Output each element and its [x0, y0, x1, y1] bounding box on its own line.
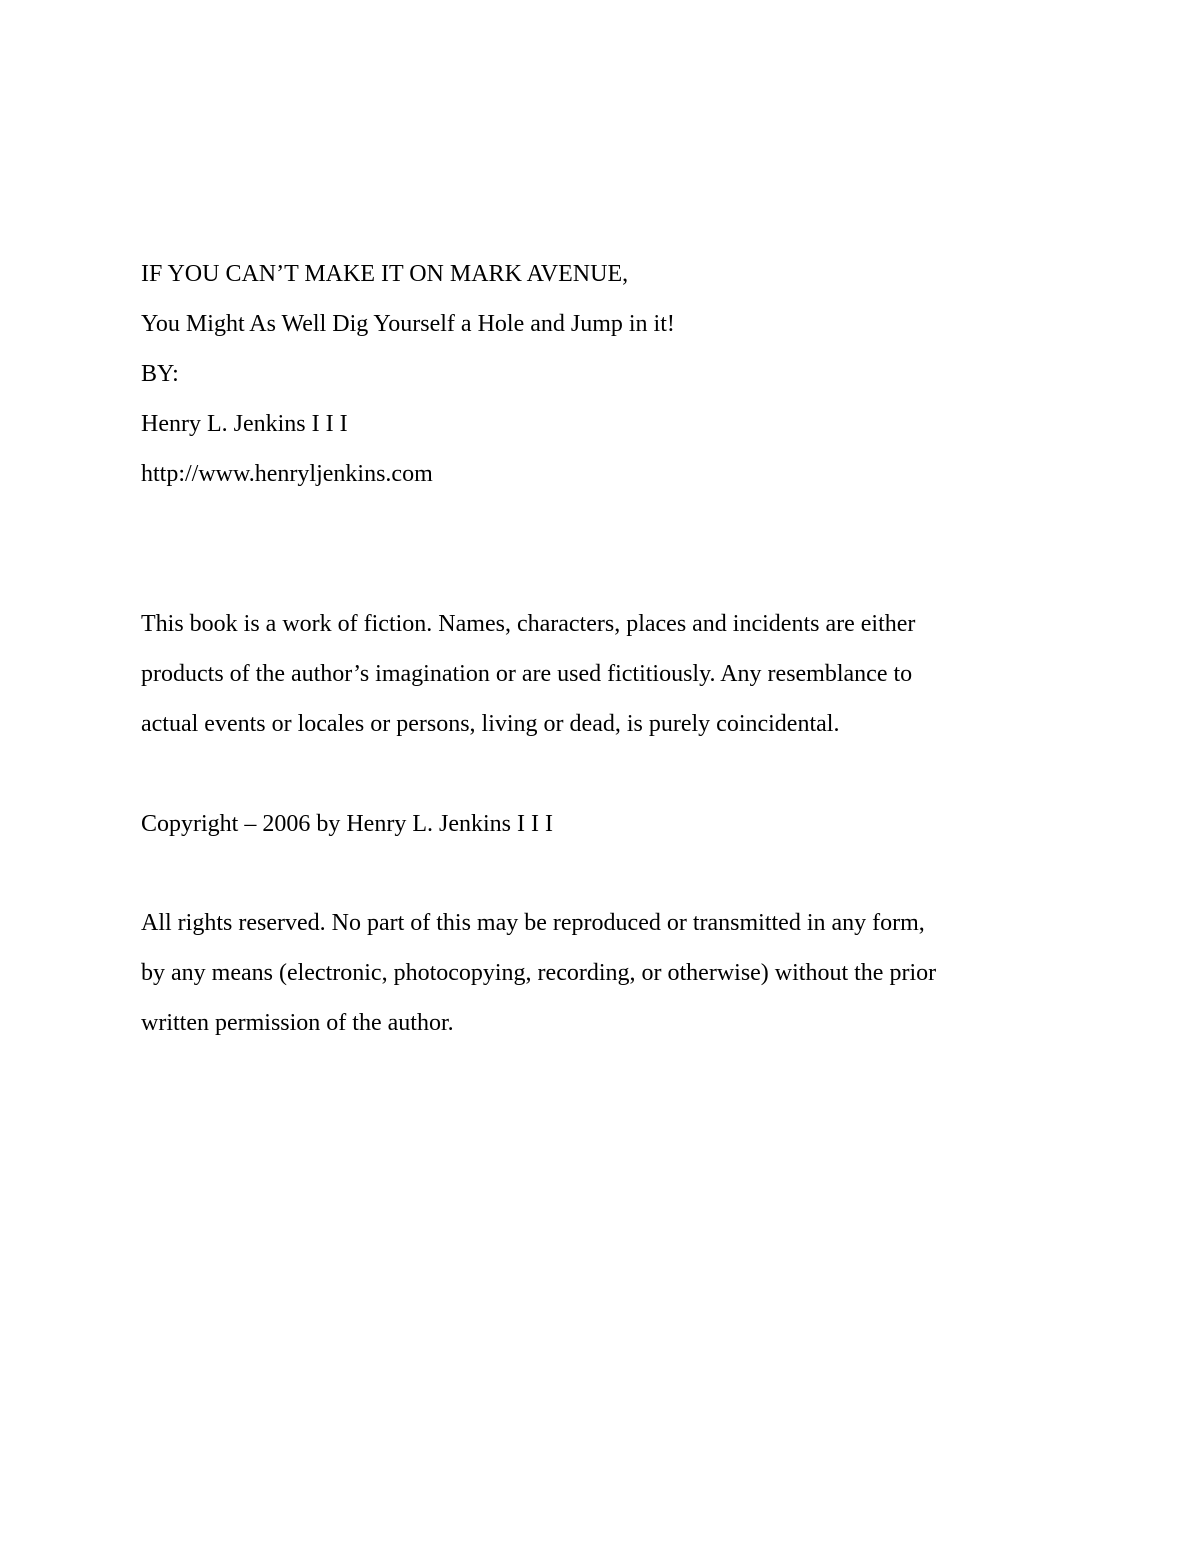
rights-line: by any means (electronic, photocopying, recording, or otherwise) without the prior: [141, 960, 937, 986]
book-title: IF YOU CAN’T MAKE IT ON MARK AVENUE,: [141, 261, 629, 287]
copyright-notice: Copyright – 2006 by Henry L. Jenkins I I I: [141, 811, 553, 837]
book-subtitle: You Might As Well Dig Yourself a Hole and Jump in it!: [141, 311, 675, 337]
disclaimer-line: products of the author’s imagination or are used fictitiously. Any resemblance to: [141, 661, 913, 687]
by-label: BY:: [141, 361, 179, 387]
author-name: Henry L. Jenkins I I I: [141, 411, 348, 437]
rights-line: All rights reserved. No part of this may be reproduced or transmitted in any form,: [141, 910, 925, 936]
author-website: http://www.henryljenkins.com: [141, 461, 433, 487]
disclaimer-line: actual events or locales or persons, living or dead, is purely coincidental.: [141, 711, 840, 737]
rights-line: written permission of the author.: [141, 1010, 454, 1036]
disclaimer-line: This book is a work of fiction. Names, characters, places and incidents are either: [141, 611, 916, 637]
